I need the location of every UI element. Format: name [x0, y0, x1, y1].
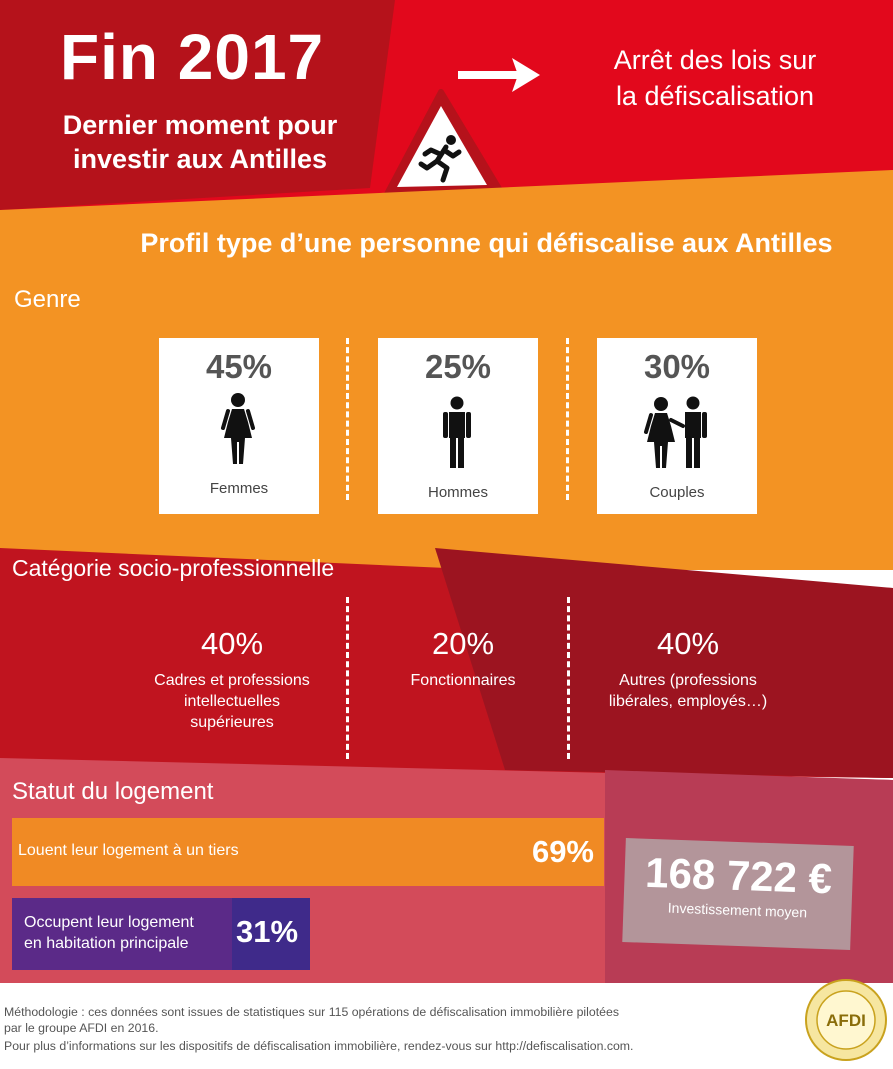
svg-text:AFDI: AFDI — [826, 1011, 866, 1030]
footer-line1: Méthodologie : ces données sont issues de statistiques sur 115 opérations de défiscalisation immobilière pilotées — [4, 1005, 619, 1019]
genre-card-femmes — [159, 338, 319, 514]
footer-line3: Pour plus d’informations sur les dispositifs de défiscalisation immobilière, rendez-vous sur http://defiscalisation.com. — [4, 1039, 634, 1053]
categorie-text-line: libérales, employés…) — [608, 693, 768, 710]
bar-occupent-text-line: en habitation principale — [24, 935, 189, 952]
genre-card-hommes — [378, 338, 538, 514]
categorie-stat-fonctionnaires — [368, 626, 558, 691]
categorie-stat-cadres — [132, 626, 332, 733]
footer — [0, 983, 893, 1069]
genre-caption: Couples — [649, 484, 705, 501]
divider — [346, 597, 349, 759]
categorie-stat-autres — [588, 626, 788, 712]
footer-line2: par le groupe AFDI en 2016. — [4, 1021, 159, 1035]
categorie-text — [588, 670, 788, 712]
categorie-text-line: intellectuelles — [183, 693, 281, 710]
header-right-text — [590, 42, 840, 114]
header-subtitle-line1: Dernier moment pour — [62, 110, 338, 140]
categorie-text-line: Cadres et professions — [154, 672, 310, 689]
genre-card-couples — [597, 338, 757, 514]
genre-pct: 30% — [643, 348, 711, 385]
genre-caption: Hommes — [427, 484, 488, 501]
running-man-warning-sign-icon — [383, 88, 505, 200]
genre-pct: 25% — [424, 348, 492, 385]
bar-occupent — [12, 898, 310, 970]
genre-caption: Femmes — [209, 480, 269, 497]
bar-occupent-pct: 31% — [236, 914, 299, 949]
genre-pct: 45% — [205, 348, 273, 385]
header-title: Fin 2017 — [60, 21, 325, 93]
woman-icon — [219, 392, 257, 464]
categorie-pct: 40% — [200, 626, 264, 661]
categorie-label: Catégorie socio-professionnelle — [12, 555, 335, 581]
man-icon — [441, 396, 473, 468]
genre-label: Genre — [14, 286, 81, 313]
categorie-pct: 40% — [656, 626, 720, 661]
header-right-line1: Arrêt des lois sur — [613, 45, 817, 75]
investment-label: Investissement moyen — [667, 899, 808, 921]
header-right-line2: la défiscalisation — [615, 81, 815, 111]
categorie-text — [368, 670, 558, 691]
bar-louent — [12, 818, 604, 886]
categorie-pct: 20% — [431, 626, 495, 661]
couple-icon — [643, 396, 713, 468]
afdi-logo — [804, 978, 888, 1062]
divider — [567, 597, 570, 759]
divider — [346, 338, 349, 500]
bar-louent-text: Louent leur logement à un tiers — [18, 842, 239, 859]
bar-occupent-text-line: Occupent leur logement — [24, 914, 194, 931]
investment-amount: 168 722 € — [644, 848, 833, 903]
bar-occupent-text — [24, 912, 194, 954]
divider — [566, 338, 569, 500]
profile-title: Profil type d’une personne qui défiscalise aux Antilles — [140, 228, 833, 258]
investment-box — [622, 838, 853, 950]
categorie-text-line: Fonctionnaires — [410, 672, 516, 689]
arrow-right-icon — [458, 58, 540, 92]
categorie-text — [132, 670, 332, 733]
categorie-text-line: Autres (professions — [619, 672, 757, 689]
header-subtitle-line2: investir aux Antilles — [72, 144, 328, 174]
logement-label: Statut du logement — [12, 778, 214, 805]
categorie-text-line: supérieures — [190, 714, 274, 731]
bar-louent-pct: 69% — [531, 834, 594, 869]
header-subtitle — [40, 108, 360, 176]
